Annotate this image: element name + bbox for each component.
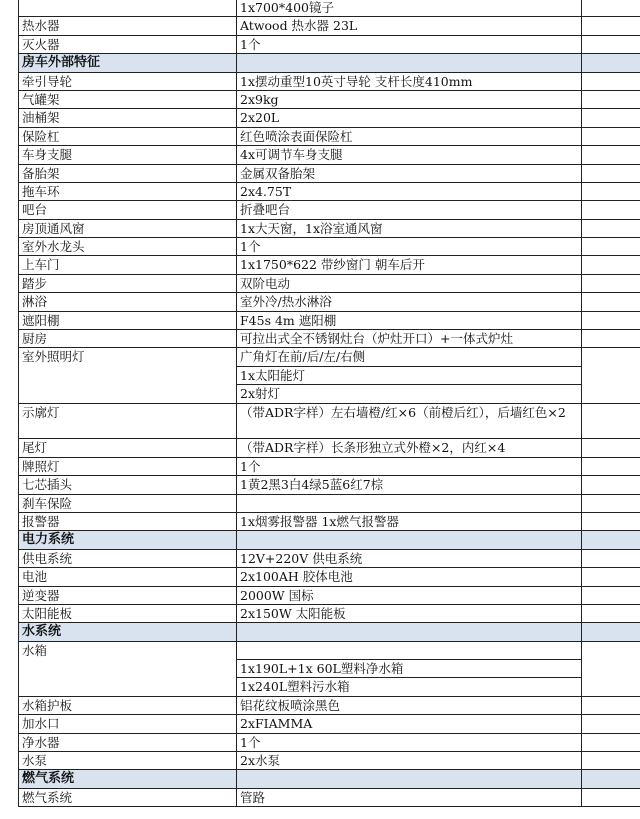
spec-value-cell: 1个 (237, 733, 582, 751)
spec-name-cell: 厨房 (19, 330, 237, 348)
spec-extra-cell (582, 715, 640, 733)
spec-value-cell: 1x摆动重型10英寸导轮 支杆长度410mm (237, 72, 582, 90)
spec-row (19, 35, 640, 53)
spec-value-cell: 12V+220V 供电系统 (237, 549, 582, 567)
spec-row (19, 219, 640, 237)
spec-extra-cell (582, 494, 640, 512)
spec-name-cell: 牌照灯 (19, 457, 237, 475)
spec-row (19, 715, 640, 733)
spec-extra-cell (582, 238, 640, 256)
spec-value-cell: 1x240L塑料污水箱 (237, 678, 582, 696)
spec-name-cell: 七芯插头 (19, 476, 237, 494)
section-title: 电力系统 (19, 531, 237, 549)
spec-name-cell: 加水口 (19, 715, 237, 733)
spec-extra-cell (582, 549, 640, 567)
section-header-row (19, 54, 640, 72)
spec-name-cell: 灭火器 (19, 35, 237, 53)
spec-extra-cell (582, 568, 640, 586)
spec-name-cell: 逆变器 (19, 586, 237, 604)
spec-value-cell: 2x9kg (237, 90, 582, 108)
spec-name-cell: 电池 (19, 568, 237, 586)
spec-extra-cell (582, 201, 640, 219)
spec-name-cell: 室外照明灯 (19, 348, 237, 403)
spec-row (19, 439, 640, 457)
spec-row (19, 696, 640, 714)
spec-value-cell: 1个 (237, 35, 582, 53)
spec-extra-cell (582, 311, 640, 329)
spec-value-cell: 2xFIAMMA (237, 715, 582, 733)
spec-extra-cell (582, 0, 640, 17)
spec-name-cell: 太阳能板 (19, 604, 237, 622)
spec-name-cell: 刹车保险 (19, 494, 237, 512)
spec-extra-cell (582, 219, 640, 237)
spec-row (19, 403, 640, 439)
spec-extra-cell (582, 293, 640, 311)
spec-row (19, 788, 640, 806)
spec-value-cell: 广角灯在前/后/左/右侧 (237, 348, 582, 366)
section-header-row (19, 531, 640, 549)
spec-row (19, 127, 640, 145)
spec-row (19, 586, 640, 604)
spec-value-cell: 1x1750*622 带纱窗门 朝车后开 (237, 256, 582, 274)
spec-name-cell: 房顶通风窗 (19, 219, 237, 237)
spec-extra-cell (582, 182, 640, 200)
spec-extra-cell (582, 752, 640, 770)
spec-name-cell (19, 0, 237, 17)
section-blank-cell (237, 623, 582, 641)
section-blank-cell (237, 770, 582, 788)
spec-value-cell: 室外冷/热水淋浴 (237, 293, 582, 311)
spec-name-cell: 尾灯 (19, 439, 237, 457)
spec-name-cell: 示廓灯 (19, 403, 237, 439)
spec-value-cell: 2x4.75T (237, 182, 582, 200)
spec-name-cell: 拖车环 (19, 182, 237, 200)
spec-name-cell: 淋浴 (19, 293, 237, 311)
spec-value-cell (237, 641, 582, 659)
spec-value-cell: 管路 (237, 788, 582, 806)
spec-name-cell: 遮阳棚 (19, 311, 237, 329)
spec-name-cell: 油桶架 (19, 109, 237, 127)
spec-extra-cell (582, 733, 640, 751)
spec-row (19, 512, 640, 530)
spec-row (19, 90, 640, 108)
section-title: 水系统 (19, 623, 237, 641)
spec-row (19, 733, 640, 751)
spec-row (19, 164, 640, 182)
spec-row (19, 238, 640, 256)
spec-name-cell: 水泵 (19, 752, 237, 770)
spec-value-cell: 1x太阳能灯 (237, 366, 582, 384)
spec-extra-cell (582, 512, 640, 530)
spec-row (19, 476, 640, 494)
section-header-row (19, 770, 640, 788)
spec-table-body (19, 0, 640, 807)
section-title: 房车外部特征 (19, 54, 237, 72)
spec-value-cell (237, 494, 582, 512)
spec-extra-cell (582, 17, 640, 35)
spec-value-cell: 2x100AH 胶体电池 (237, 568, 582, 586)
spec-value-cell: 1x700*400镜子 (237, 0, 582, 17)
spec-name-cell: 室外水龙头 (19, 238, 237, 256)
spec-value-cell: 铝花纹板喷涂黑色 (237, 696, 582, 714)
spec-value-cell: 红色喷涂表面保险杠 (237, 127, 582, 145)
section-header-row (19, 623, 640, 641)
spec-row (19, 752, 640, 770)
spec-extra-cell (582, 90, 640, 108)
spec-value-cell: 2x150W 太阳能板 (237, 604, 582, 622)
spec-extra-cell (582, 457, 640, 475)
spec-extra-cell (582, 586, 640, 604)
section-blank-cell (582, 770, 640, 788)
spec-value-cell: 金属双备胎架 (237, 164, 582, 182)
spec-extra-cell (582, 164, 640, 182)
spec-value-cell: 2000W 国标 (237, 586, 582, 604)
spec-row (19, 201, 640, 219)
spec-row (19, 274, 640, 292)
spec-row (19, 457, 640, 475)
spec-value-cell: 1x大天窗，1x浴室通风窗 (237, 219, 582, 237)
spec-name-cell: 水箱 (19, 641, 237, 696)
spec-row (19, 182, 640, 200)
spec-value-cell: 1个 (237, 238, 582, 256)
spec-extra-cell (582, 330, 640, 348)
spec-value-cell: 1个 (237, 457, 582, 475)
spec-row (19, 0, 640, 17)
spec-row (19, 494, 640, 512)
spec-row (19, 604, 640, 622)
spec-row (19, 568, 640, 586)
spec-value-cell: 2x射灯 (237, 385, 582, 403)
spec-value-cell: （带ADR字样）左右墙橙/红×6（前橙后红），后墙红色×2 (237, 403, 582, 439)
spec-row (19, 549, 640, 567)
spec-row (19, 17, 640, 35)
spec-value-cell: F45s 4m 遮阳棚 (237, 311, 582, 329)
spec-name-cell: 气罐架 (19, 90, 237, 108)
spec-name-cell: 车身支腿 (19, 146, 237, 164)
spec-extra-cell (582, 72, 640, 90)
spec-name-cell: 踏步 (19, 274, 237, 292)
section-blank-cell (237, 531, 582, 549)
spec-row (19, 641, 640, 659)
spec-extra-cell (582, 348, 640, 403)
section-blank-cell (582, 531, 640, 549)
spec-extra-cell (582, 641, 640, 696)
spec-extra-cell (582, 127, 640, 145)
spec-name-cell: 水箱护板 (19, 696, 237, 714)
spec-row (19, 109, 640, 127)
spec-extra-cell (582, 403, 640, 439)
spec-name-cell: 吧台 (19, 201, 237, 219)
spec-value-cell: 1黄2黑3白4绿5蓝6红7棕 (237, 476, 582, 494)
spec-row (19, 330, 640, 348)
spec-value-cell: 2x20L (237, 109, 582, 127)
spec-extra-cell (582, 439, 640, 457)
spec-row (19, 256, 640, 274)
spec-value-cell: 2x水泵 (237, 752, 582, 770)
spec-name-cell: 热水器 (19, 17, 237, 35)
section-title: 燃气系统 (19, 770, 237, 788)
spec-value-cell: 1x190L+1x 60L塑料净水箱 (237, 660, 582, 678)
spec-value-cell: （带ADR字样）长条形独立式外橙×2，内红×4 (237, 439, 582, 457)
spec-name-cell: 备胎架 (19, 164, 237, 182)
spec-row (19, 348, 640, 366)
spec-value-cell: 双阶电动 (237, 274, 582, 292)
spec-value-cell: 1x烟雾报警器 1x燃气报警器 (237, 512, 582, 530)
spec-extra-cell (582, 788, 640, 806)
spec-row (19, 293, 640, 311)
spec-extra-cell (582, 146, 640, 164)
spec-table (18, 0, 640, 807)
spec-extra-cell (582, 35, 640, 53)
section-blank-cell (582, 623, 640, 641)
spec-name-cell: 报警器 (19, 512, 237, 530)
spec-extra-cell (582, 696, 640, 714)
spec-value-cell: Atwood 热水器 23L (237, 17, 582, 35)
section-blank-cell (582, 54, 640, 72)
spec-name-cell: 供电系统 (19, 549, 237, 567)
spec-row (19, 72, 640, 90)
spec-name-cell: 燃气系统 (19, 788, 237, 806)
spec-extra-cell (582, 256, 640, 274)
spec-extra-cell (582, 109, 640, 127)
spec-value-cell: 折叠吧台 (237, 201, 582, 219)
spec-name-cell: 牵引导轮 (19, 72, 237, 90)
spec-extra-cell (582, 476, 640, 494)
section-blank-cell (237, 54, 582, 72)
spec-extra-cell (582, 604, 640, 622)
spec-row (19, 146, 640, 164)
spec-value-cell: 4x可调节车身支腿 (237, 146, 582, 164)
spec-row (19, 311, 640, 329)
spec-value-cell: 可拉出式全不锈钢灶台（炉灶开口）+一体式炉灶 (237, 330, 582, 348)
spec-name-cell: 净水器 (19, 733, 237, 751)
spec-name-cell: 保险杠 (19, 127, 237, 145)
spec-name-cell: 上车门 (19, 256, 237, 274)
spec-extra-cell (582, 274, 640, 292)
